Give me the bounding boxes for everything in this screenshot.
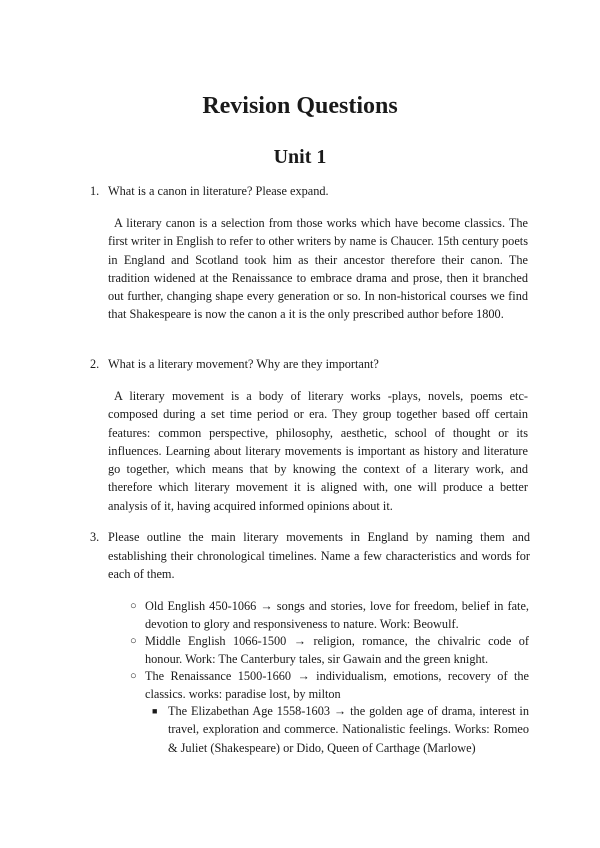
answer-2: A literary movement is a body of literary works -plays, novels, poems etc- composed during a set time period or era. They group together based off certain features: common perspective, philosophy, aesthetic, school of thought or its influences. Learning about literary movements is important as history and literature go together, which means that by knowing the context of a literary work, and therefore which literary movement it is aligned with, one will produce a better analysis of it, having acquired informed opinions about it. (108, 389, 528, 513)
circle-bullet-icon: ○ (130, 635, 137, 647)
question-3 (90, 528, 530, 584)
list-item (130, 667, 529, 704)
list-item-text: The Renaissance 1500-1660 → individualism, emotions, recovery of the classics. works: paradise lost, by milton (145, 669, 529, 702)
question-number: 3. (90, 530, 100, 544)
sub-list-item-text: The Elizabethan Age 1558-1603 → the golden age of drama, interest in travel, exploration and commerce. Nationalistic feelings. Works: Romeo & Juliet (Shakespeare) or Dido, Queen of Carthage (Marlowe) (168, 704, 529, 755)
sub-list-item (152, 702, 529, 757)
question-text: What is a literary movement? Why are they important? (108, 357, 379, 371)
question-1 (90, 182, 530, 201)
document-title: Revision Questions (202, 93, 398, 119)
list-item-text: Old English 450-1066 → songs and stories, love for freedom, belief in fate, devotion to glory and responsiveness to nature. Work: Beowulf. (145, 599, 529, 632)
list-item-text: Middle English 1066-1500 → religion, romance, the chivalric code of honour. Work: The Canterbury tales, sir Gawain and the green knight. (145, 634, 529, 667)
circle-bullet-icon: ○ (130, 670, 137, 682)
square-bullet-icon: ■ (152, 706, 158, 716)
circle-bullet-icon: ○ (130, 600, 137, 612)
question-number: 2. (90, 357, 100, 371)
list-item (130, 597, 529, 634)
unit-heading: Unit 1 (273, 146, 327, 168)
question-number: 1. (90, 184, 100, 198)
question-2 (90, 355, 530, 374)
question-text: What is a canon in literature? Please expand. (108, 184, 329, 198)
list-item (130, 632, 529, 669)
answer-1: A literary canon is a selection from those works which have become classics. The first writer in English to refer to other writers by name is Chaucer. 15th century poets in England and Scotland took him as their ancestor therefore their canon. The tradition widened at the Renaissance to embrace drama and prose, then it branched out further, changing shape every generation or so. In non-historical courses we find that Shakespeare is now the canon a it is the only prescribed author before 1800. (108, 216, 528, 322)
question-text: Please outline the main literary movements in England by naming them and establishing their chronological timelines. Name a few characteristics and words for each of them. (108, 530, 530, 581)
